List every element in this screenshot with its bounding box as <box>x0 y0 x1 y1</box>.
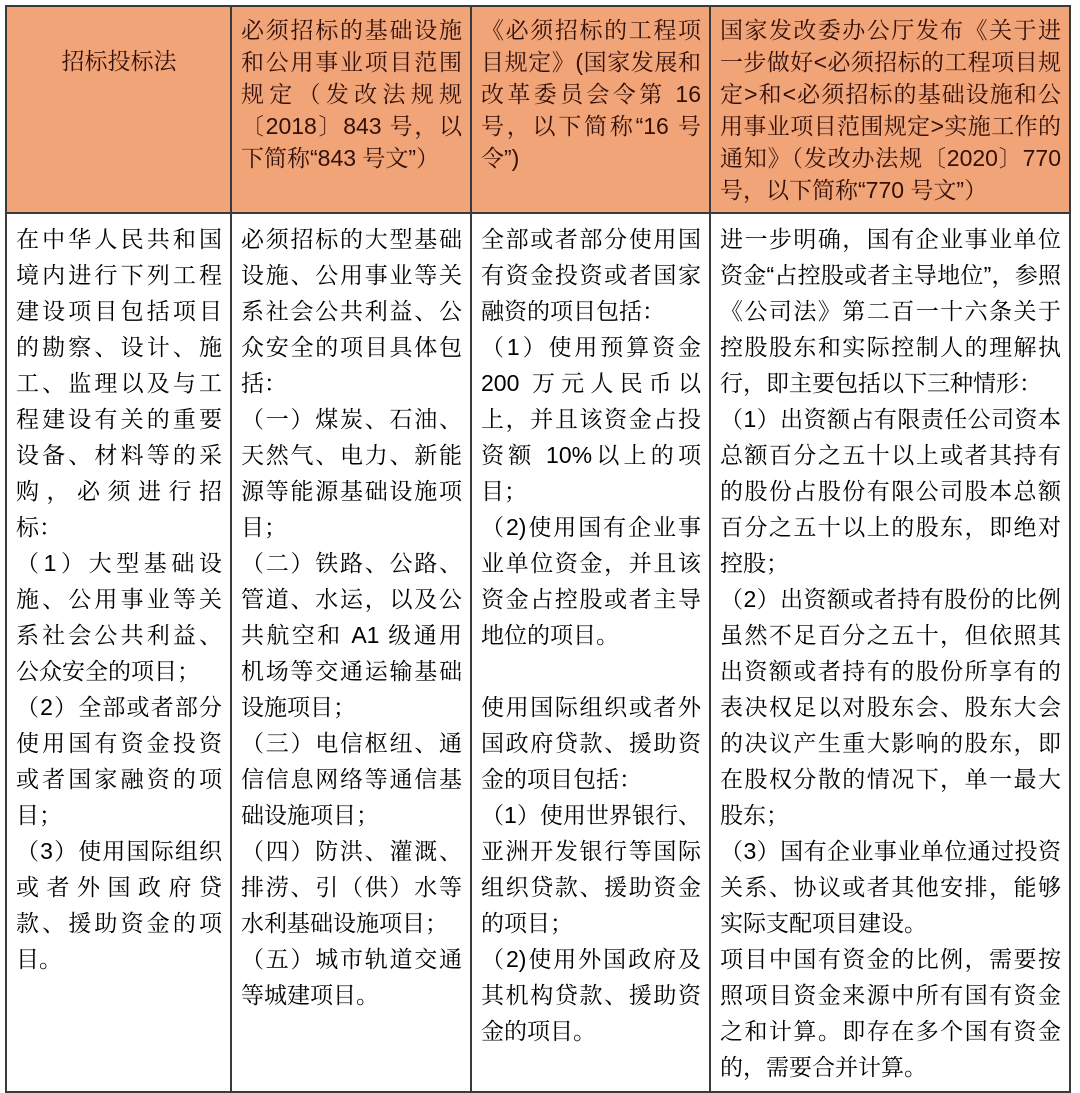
tender-regulations-comparison-table <box>5 5 1071 1093</box>
paragraph: （2)使用国有企业事业单位资金，并且该资金占控股或者主导地位的项目。 <box>481 514 701 648</box>
paragraph: （3）国有企业事业单位通过投资关系、协议或者其他安排，能够实际支配项目建设。 <box>720 838 1061 936</box>
header-cell-843-regulation: 必须招标的基础设施和公用事业项目范围规定（发改法规规〔2018〕843 号，以下简称“843 号文”） <box>231 6 471 213</box>
paragraph: （1）使用世界银行、亚洲开发银行等国际组织贷款、援助资金的项目； <box>481 802 701 936</box>
paragraph: （1）使用预算资金 200 万元人民币以上，并且该资金占投资额 10%以上的项目； <box>481 334 701 504</box>
header-row <box>6 6 1070 213</box>
paragraph: （四）防洪、灌溉、排涝、引（供）水等水利基础设施项目； <box>241 838 462 936</box>
header-cell-notice-770: 国家发改委办公厅发布《关于进一步做好<必须招标的工程项目规定>和<必须招标的基础设施和公用事业项目范围规定>实施工作的通知》（发改办法规〔2020〕770 号，以下简称“770 号文”） <box>710 6 1070 213</box>
header-cell-decree-16: 《必须招标的工程项目规定》(国家发展和改革委员会令第 16 号，以下简称“16 号令”) <box>471 6 710 213</box>
body-cell-tender-law <box>6 213 231 1092</box>
paragraph: 必须招标的大型基础设施、公用事业等关系社会公共利益、公众安全的项目具体包括： <box>241 226 462 396</box>
paragraph: （1）出资额占有限责任公司资本总额百分之五十以上或者其持有的股份占股份有限公司股本总额百分之五十以上的股东，即绝对控股； <box>720 406 1061 576</box>
paragraph: （2）全部或者部分使用国有资金投资或者国家融资的项目； <box>16 694 222 828</box>
paragraph: 在中华人民共和国境内进行下列工程建设项目包括项目的勘察、设计、施工、监理以及与工程建设有关的重要设备、材料等的采购，必须进行招标： <box>16 226 222 540</box>
header-cell-tender-law: 招标投标法 <box>6 6 231 213</box>
paragraph: （一）煤炭、石油、天然气、电力、新能源等能源基础设施项目； <box>241 406 462 540</box>
body-row <box>6 213 1070 1092</box>
paragraph: 使用国际组织或者外国政府贷款、援助资金的项目包括： <box>481 694 701 792</box>
paragraph: （二）铁路、公路、管道、水运，以及公共航空和 A1 级通用机场等交通运输基础设施项目； <box>241 550 462 720</box>
paragraph: 项目中国有资金的比例，需要按照项目资金来源中所有国有资金之和计算。即存在多个国有资金的，需要合并计算。 <box>720 946 1061 1080</box>
paragraph: 全部或者部分使用国有资金投资或者国家融资的项目包括： <box>481 226 701 324</box>
paragraph <box>481 653 701 689</box>
paragraph: 进一步明确，国有企业事业单位资金“占控股或者主导地位”，参照《公司法》第二百一十六条关于控股股东和实际控制人的理解执行，即主要包括以下三种情形： <box>720 226 1061 396</box>
paragraph: （五）城市轨道交通等城建项目。 <box>241 946 462 1008</box>
body-cell-843-regulation <box>231 213 471 1092</box>
paragraph: （1）大型基础设施、公用事业等关系社会公共利益、公众安全的项目； <box>16 550 222 684</box>
body-cell-notice-770 <box>710 213 1070 1092</box>
paragraph: （3）使用国际组织或者外国政府贷款、援助资金的项目。 <box>16 838 222 972</box>
paragraph: （2)使用外国政府及其机构贷款、援助资金的项目。 <box>481 946 701 1044</box>
paragraph: （2）出资额或者持有股份的比例虽然不足百分之五十，但依照其出资额或者持有的股份所享有的表决权足以对股东会、股东大会的决议产生重大影响的股东，即在股权分散的情况下，单一最大股东； <box>720 586 1061 828</box>
body-cell-decree-16 <box>471 213 710 1092</box>
paragraph: （三）电信枢纽、通信信息网络等通信基础设施项目； <box>241 730 462 828</box>
